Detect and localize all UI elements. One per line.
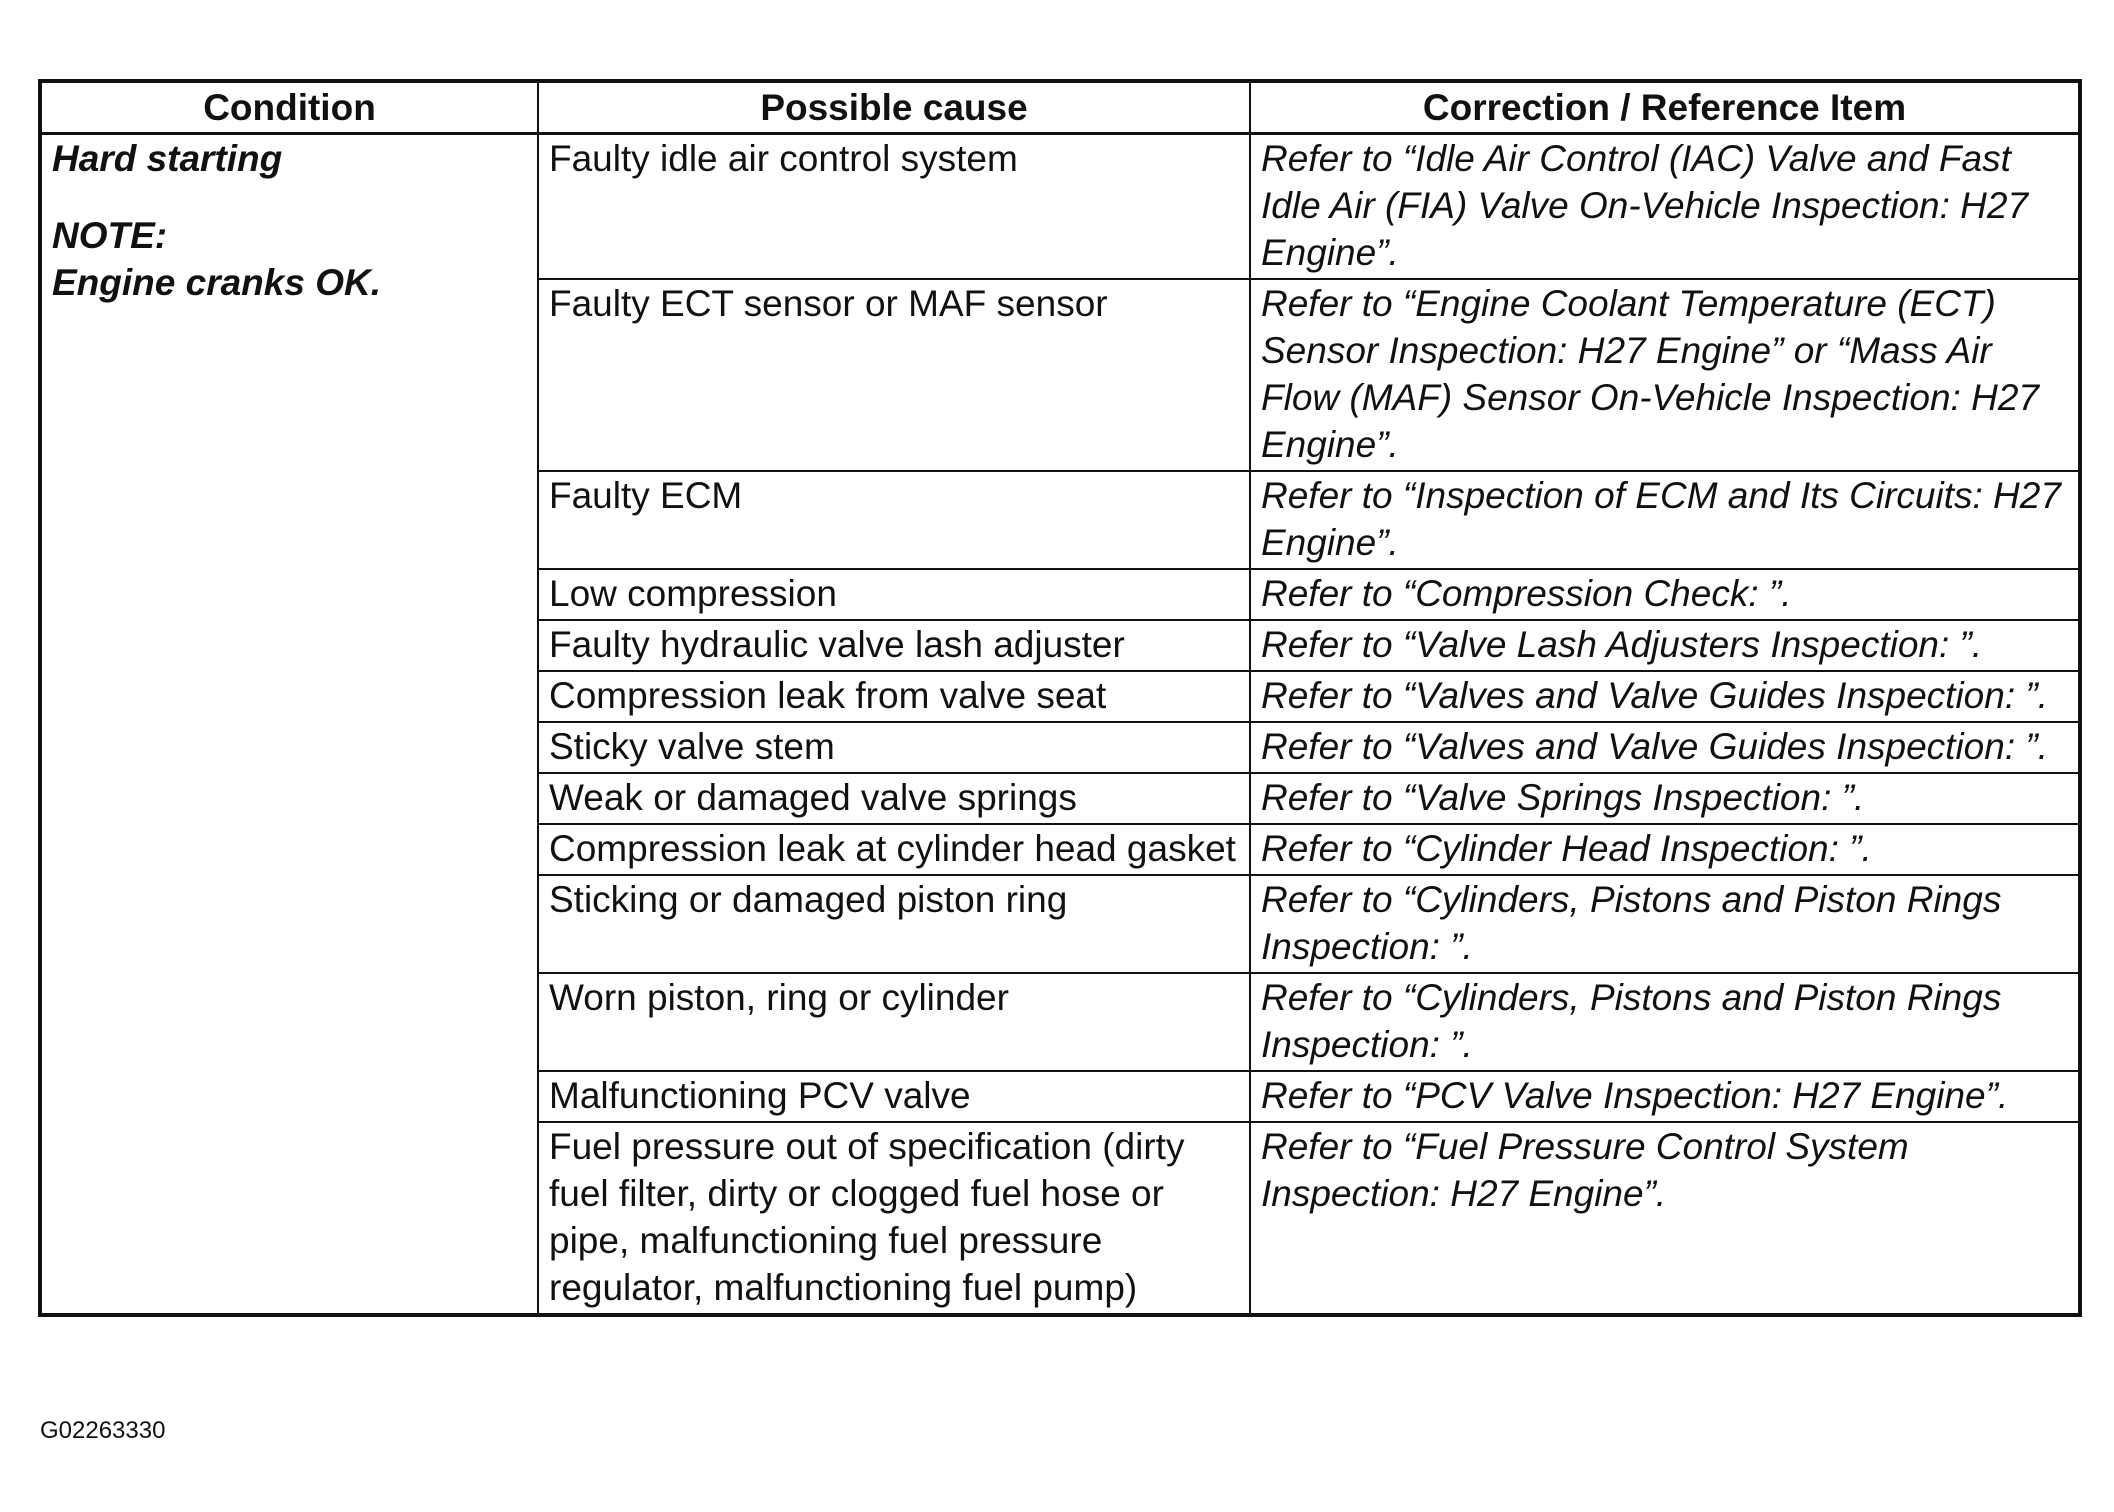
cause-cell: Faulty ECM bbox=[538, 471, 1250, 569]
condition-cell bbox=[40, 134, 538, 1316]
condition-note-label: NOTE: bbox=[52, 215, 168, 256]
correction-cell: Refer to “Idle Air Control (IAC) Valve and Fast Idle Air (FIA) Valve On-Vehicle Inspection: H27 Engine”. bbox=[1250, 134, 2080, 280]
table-row bbox=[40, 134, 2080, 280]
correction-cell: Refer to “Valve Springs Inspection: ”. bbox=[1250, 773, 2080, 824]
cause-cell: Faulty idle air control system bbox=[538, 134, 1250, 280]
condition-title: Hard starting bbox=[52, 138, 283, 179]
correction-cell: Refer to “Valves and Valve Guides Inspection: ”. bbox=[1250, 722, 2080, 773]
diagnosis-table bbox=[38, 79, 2082, 1317]
correction-cell: Refer to “Engine Coolant Temperature (ECT) Sensor Inspection: H27 Engine” or “Mass Air Flow (MAF) Sensor On-Vehicle Inspection: H27 Engine”. bbox=[1250, 279, 2080, 471]
cause-cell: Sticking or damaged piston ring bbox=[538, 875, 1250, 973]
cause-cell: Low compression bbox=[538, 569, 1250, 620]
correction-cell: Refer to “Valve Lash Adjusters Inspection: ”. bbox=[1250, 620, 2080, 671]
correction-cell: Refer to “Cylinder Head Inspection: ”. bbox=[1250, 824, 2080, 875]
cause-cell: Compression leak from valve seat bbox=[538, 671, 1250, 722]
figure-id-label: G02263330 bbox=[40, 1417, 166, 1444]
cause-cell: Faulty ECT sensor or MAF sensor bbox=[538, 279, 1250, 471]
cause-cell: Fuel pressure out of specification (dirty fuel filter, dirty or clogged fuel hose or pipe, malfunctioning fuel pressure regulator, malfunctioning fuel pump) bbox=[538, 1122, 1250, 1315]
header-possible-cause: Possible cause bbox=[538, 81, 1250, 134]
correction-cell: Refer to “Cylinders, Pistons and Piston Rings Inspection: ”. bbox=[1250, 973, 2080, 1071]
correction-cell: Refer to “Cylinders, Pistons and Piston Rings Inspection: ”. bbox=[1250, 875, 2080, 973]
correction-cell: Refer to “Fuel Pressure Control System Inspection: H27 Engine”. bbox=[1250, 1122, 2080, 1315]
cause-cell: Sticky valve stem bbox=[538, 722, 1250, 773]
cause-cell: Faulty hydraulic valve lash adjuster bbox=[538, 620, 1250, 671]
table-header-row bbox=[40, 81, 2080, 134]
cause-cell: Malfunctioning PCV valve bbox=[538, 1071, 1250, 1122]
condition-note-text: Engine cranks OK. bbox=[52, 262, 381, 303]
header-condition: Condition bbox=[40, 81, 538, 134]
header-correction: Correction / Reference Item bbox=[1250, 81, 2080, 134]
cause-cell: Worn piston, ring or cylinder bbox=[538, 973, 1250, 1071]
correction-cell: Refer to “Inspection of ECM and Its Circuits: H27 Engine”. bbox=[1250, 471, 2080, 569]
cause-cell: Compression leak at cylinder head gasket bbox=[538, 824, 1250, 875]
cause-cell: Weak or damaged valve springs bbox=[538, 773, 1250, 824]
correction-cell: Refer to “Compression Check: ”. bbox=[1250, 569, 2080, 620]
correction-cell: Refer to “PCV Valve Inspection: H27 Engine”. bbox=[1250, 1071, 2080, 1122]
correction-cell: Refer to “Valves and Valve Guides Inspection: ”. bbox=[1250, 671, 2080, 722]
